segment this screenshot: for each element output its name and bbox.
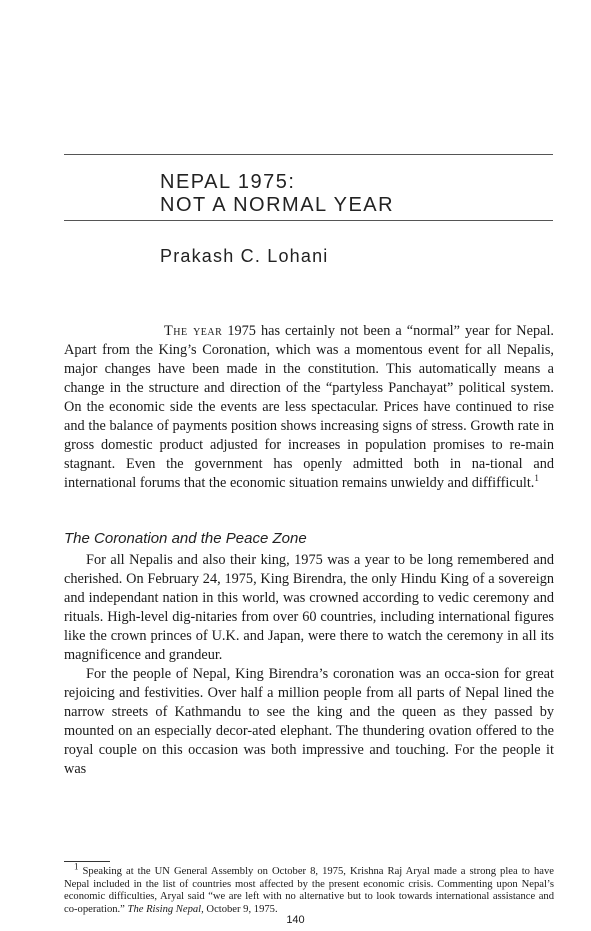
- top-rule: [64, 154, 553, 155]
- footnote: [64, 861, 554, 916]
- intro-paragraph: [64, 322, 554, 493]
- article-title-line1: NEPAL 1975:: [160, 171, 296, 193]
- bottom-rule: [64, 220, 553, 221]
- coronation-section-body: [64, 551, 554, 779]
- footnote-number: 1: [74, 861, 79, 872]
- page-number: 140: [286, 914, 305, 926]
- intro-lead: The year: [164, 323, 223, 339]
- intro-text: 1975 has certainly not been a “normal” year for Nepal. Apart from the King’s Coronation, which was a momentous event for all Nepalis, major changes have been made in the constitution. This automatically means a change in the structure and direction of the “partyless Panchayat” political system. On the economic side the events are less spectacular. Prices have continued to rise and the balance of payments position shows increasing signs of stress. Growth rate in gross domestic product adjusted for increases in population promises to re-main stagnant. Even the government has openly admitted both in na-tional and international forums that the economic situation remains unwieldy and diffifficult.: [64, 323, 554, 491]
- footnote-ref: 1: [534, 473, 539, 484]
- intro-paragraph-block: [64, 322, 554, 493]
- footnote-text: Speaking at the UN General Assembly on October 8, 1975, Krishna Raj Aryal made a strong plea to have Nepal included in the list of countries most affected by the present economic crisis. Commenting upon Nepal’s economic difficulties, Aryal said “we are left with no alternative but to look towards international assistance and co-operation.”: [64, 866, 554, 915]
- body-paragraph-1: For all Nepalis and also their king, 1975 was a year to be long remembered and cherished. On February 24, 1975, King Birendra, the only Hindu King of a sovereign and independant nation in this world, was crowned according to vedic ceremony and rituals. High-level dig-nitaries from over 60 countries, including international figures like the crown princes of U.K. and Japan, were there to watch the ceremony in all its magnificence and grandeur.: [64, 552, 554, 663]
- article-title-line2: NOT A NORMAL YEAR: [160, 194, 395, 216]
- footnote-divider: [64, 861, 110, 862]
- footnote-source: The Rising Nepal,: [127, 903, 204, 915]
- footnote-date: October 9, 1975.: [203, 903, 278, 915]
- author-name: Prakash C. Lohani: [160, 246, 329, 266]
- section-heading: The Coronation and the Peace Zone: [64, 530, 307, 547]
- body-paragraph-2: For the people of Nepal, King Birendra’s coronation was an occa-sion for great rejoicing and festivities. Over half a million people from all parts of Nepal lined the narrow streets of Kathmandu to see the king and the queen as they passed by mounted on an especially decor-ated elephant. The thundering ovation offered to the royal couple on this occasion was both impressive and touching. For the people it was: [64, 666, 554, 777]
